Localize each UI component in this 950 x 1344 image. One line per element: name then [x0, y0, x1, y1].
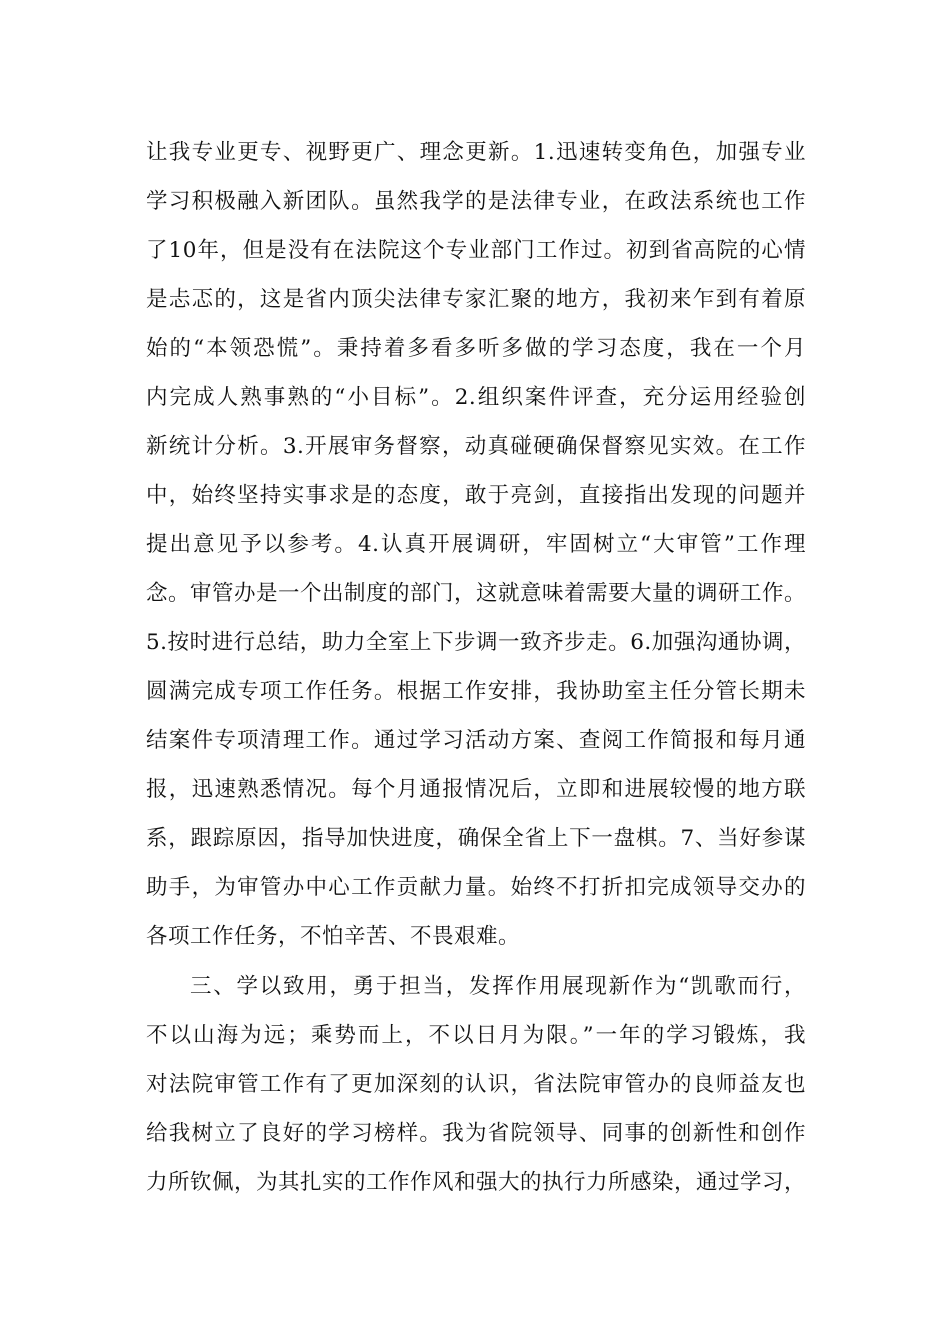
text-line-7: 新统计分析。3.开展审务督察，动真碰硬确保督察见实效。在工作 — [146, 434, 806, 459]
text-line-21: 给我树立了良好的学习榜样。我为省院领导、同事的创新性和创作 — [146, 1121, 806, 1146]
text-line-14: 报，迅速熟悉情况。每个月通报情况后，立即和进展较慢的地方联 — [146, 777, 806, 802]
text-line-16: 助手，为审管办中心工作贡献力量。始终不打折扣完成领导交办的 — [146, 875, 806, 900]
text-line-8: 中，始终坚持实事求是的态度，敢于亮剑，直接指出发现的问题并 — [146, 483, 806, 508]
text-line-2: 学习积极融入新团队。虽然我学的是法律专业，在政法系统也工作 — [146, 189, 806, 214]
text-line-20: 对法院审管工作有了更加深刻的认识，省法院审管办的良师益友也 — [146, 1072, 806, 1097]
text-line-9: 提出意见予以参考。4.认真开展调研，牢固树立“大审管”工作理 — [146, 532, 806, 557]
text-line-11: 5.按时进行总结，助力全室上下步调一致齐步走。6.加强沟通协调， — [146, 630, 806, 655]
text-line-3: 了10年，但是没有在法院这个专业部门工作过。初到省高院的心情 — [146, 238, 806, 263]
text-line-19: 不以山海为远；乘势而上，不以日月为限。”一年的学习锻炼，我 — [146, 1023, 806, 1048]
text-line-6: 内完成人熟事熟的“小目标”。2.组织案件评查，充分运用经验创 — [146, 385, 806, 410]
section-heading-line: 三、学以致用，勇于担当，发挥作用展现新作为“凯歌而行， — [190, 974, 806, 999]
text-line-1: 让我专业更专、视野更广、理念更新。1.迅速转变角色，加强专业 — [146, 140, 806, 165]
text-line-10: 念。审管办是一个出制度的部门，这就意味着需要大量的调研工作。 — [146, 581, 807, 606]
text-line-12: 圆满完成专项工作任务。根据工作安排，我协助室主任分管长期未 — [146, 679, 806, 704]
text-line-5: 始的“本领恐慌”。秉持着多看多听多做的学习态度，我在一个月 — [146, 336, 806, 361]
text-line-22: 力所钦佩，为其扎实的工作作风和强大的执行力所感染，通过学习， — [146, 1170, 807, 1195]
text-line-4: 是忐忑的，这是省内顶尖法律专家汇聚的地方，我初来乍到有着原 — [146, 287, 806, 312]
text-line-15: 系，跟踪原因，指导加快进度，确保全省上下一盘棋。7、当好参谋 — [146, 826, 806, 851]
text-line-17: 各项工作任务，不怕辛苦、不畏艰难。 — [146, 924, 521, 949]
text-line-13: 结案件专项清理工作。通过学习活动方案、查阅工作简报和每月通 — [146, 728, 806, 753]
